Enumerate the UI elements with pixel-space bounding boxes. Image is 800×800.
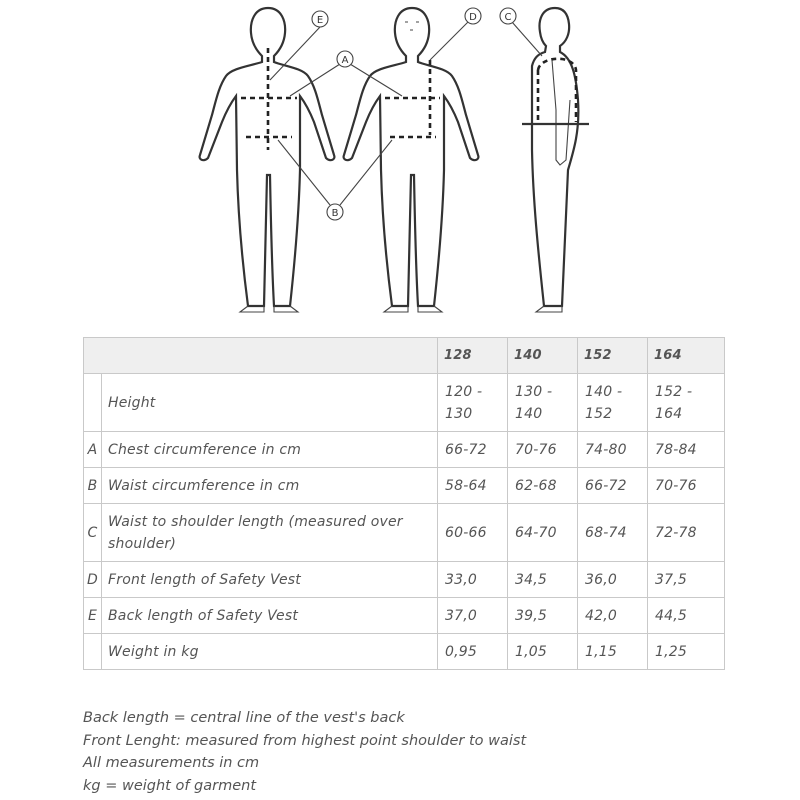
callout-c <box>500 8 516 24</box>
row-label: Height <box>102 374 438 432</box>
cell-140: 39,5 <box>508 598 578 634</box>
note-front-length: Front Lenght: measured from highest point shoulder to waist <box>83 732 527 749</box>
cell-128: 0,95 <box>438 634 508 670</box>
cell-128: 58-64 <box>438 468 508 504</box>
note-weight: kg = weight of garment <box>83 777 257 794</box>
callout-e-label: E <box>316 15 324 26</box>
header-size-164: 164 <box>648 338 725 374</box>
note-back-length: Back length = central line of the vest's back <box>83 710 405 726</box>
row-key <box>84 374 102 432</box>
header-size-128: 128 <box>438 338 508 374</box>
back-view-figure <box>200 8 335 312</box>
row-key: D <box>84 562 102 598</box>
row-label: Waist circumference in cm <box>102 468 438 504</box>
cell-164: 78-84 <box>648 432 725 468</box>
cell-152: 1,15 <box>578 634 648 670</box>
table-row-back-length <box>84 598 725 634</box>
table-row-chest <box>84 432 725 468</box>
cell-152: 42,0 <box>578 598 648 634</box>
row-key <box>84 634 102 670</box>
row-label: Weight in kg <box>102 634 438 670</box>
callout-b-label: B <box>331 208 339 219</box>
row-label: Waist to shoulder length (measured over shoulder) <box>102 504 438 562</box>
header-size-152: 152 <box>578 338 648 374</box>
note-units: All measurements in cm <box>83 755 260 771</box>
row-key: E <box>84 598 102 634</box>
callout-a-label: A <box>341 55 349 66</box>
header-size-140: 140 <box>508 338 578 374</box>
cell-164: 152 - 164 <box>648 374 725 432</box>
cell-152: 74-80 <box>578 432 648 468</box>
side-view-figure <box>522 8 589 312</box>
callout-e <box>312 11 328 27</box>
footnotes <box>83 707 526 797</box>
cell-128: 33,0 <box>438 562 508 598</box>
cell-152: 68-74 <box>578 504 648 562</box>
cell-128: 60-66 <box>438 504 508 562</box>
row-key: B <box>84 468 102 504</box>
cell-140: 62-68 <box>508 468 578 504</box>
cell-128: 37,0 <box>438 598 508 634</box>
cell-140: 34,5 <box>508 562 578 598</box>
callout-a <box>337 51 353 67</box>
cell-152: 36,0 <box>578 562 648 598</box>
cell-164: 70-76 <box>648 468 725 504</box>
callout-d-label: D <box>469 12 477 23</box>
row-label: Front length of Safety Vest <box>102 562 438 598</box>
cell-164: 44,5 <box>648 598 725 634</box>
row-key: C <box>84 504 102 562</box>
table-row-waist <box>84 468 725 504</box>
table-row-waist-to-shoulder <box>84 504 725 562</box>
callout-d <box>465 8 481 24</box>
cell-164: 72-78 <box>648 504 725 562</box>
cell-164: 1,25 <box>648 634 725 670</box>
row-label: Chest circumference in cm <box>102 432 438 468</box>
table-row-front-length <box>84 562 725 598</box>
header-blank <box>84 338 438 374</box>
row-key: A <box>84 432 102 468</box>
cell-140: 70-76 <box>508 432 578 468</box>
callout-c-label: C <box>504 12 512 23</box>
size-table <box>83 337 725 670</box>
cell-128: 66-72 <box>438 432 508 468</box>
cell-128: 120 - 130 <box>438 374 508 432</box>
cell-164: 37,5 <box>648 562 725 598</box>
row-label: Back length of Safety Vest <box>102 598 438 634</box>
table-row-height <box>84 374 725 432</box>
table-row-weight <box>84 634 725 670</box>
cell-140: 130 - 140 <box>508 374 578 432</box>
measurement-diagram <box>0 0 800 330</box>
cell-140: 1,05 <box>508 634 578 670</box>
cell-152: 140 - 152 <box>578 374 648 432</box>
front-view-figure <box>341 8 479 312</box>
cell-140: 64-70 <box>508 504 578 562</box>
callout-b <box>327 204 343 220</box>
table-header-row <box>84 338 725 374</box>
cell-152: 66-72 <box>578 468 648 504</box>
